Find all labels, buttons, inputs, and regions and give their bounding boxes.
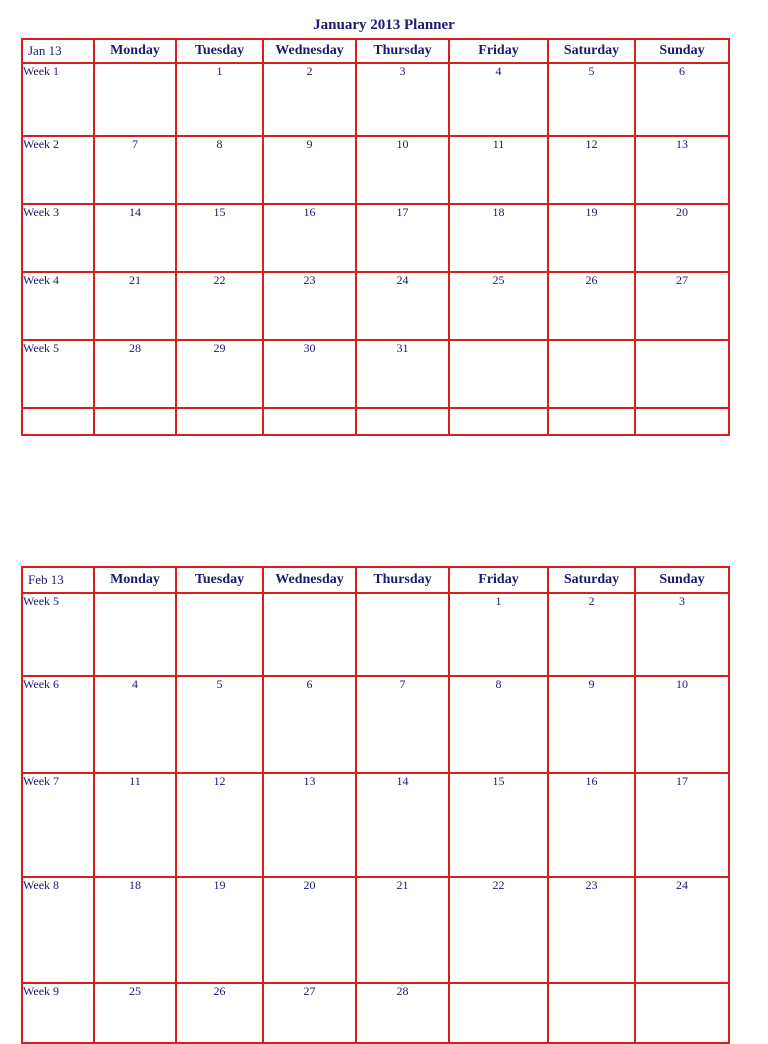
day-cell: 28	[356, 983, 449, 1043]
day-cell	[356, 593, 449, 676]
day-cell: 13	[635, 136, 729, 204]
day-header-friday: Friday	[449, 567, 548, 593]
week-label: Week 6	[22, 676, 94, 773]
day-cell	[635, 408, 729, 435]
day-cell: 26	[176, 983, 263, 1043]
day-cell	[176, 593, 263, 676]
day-cell: 22	[176, 272, 263, 340]
day-cell: 18	[449, 204, 548, 272]
day-cell: 4	[94, 676, 176, 773]
day-cell: 23	[263, 272, 356, 340]
day-cell	[94, 593, 176, 676]
week-label	[22, 408, 94, 435]
week-row	[22, 676, 729, 773]
month-label: Feb 13	[22, 567, 94, 593]
week-row	[22, 593, 729, 676]
week-label: Week 8	[22, 877, 94, 983]
day-cell: 3	[635, 593, 729, 676]
week-label: Week 9	[22, 983, 94, 1043]
week-label: Week 1	[22, 63, 94, 136]
day-cell: 9	[548, 676, 635, 773]
day-header-saturday: Saturday	[548, 567, 635, 593]
day-cell	[449, 408, 548, 435]
day-cell: 30	[263, 340, 356, 408]
day-header-monday: Monday	[94, 39, 176, 63]
week-label: Week 4	[22, 272, 94, 340]
day-cell: 25	[449, 272, 548, 340]
week-row	[22, 877, 729, 983]
day-header-tuesday: Tuesday	[176, 39, 263, 63]
day-cell: 1	[449, 593, 548, 676]
week-row	[22, 204, 729, 272]
week-row	[22, 408, 729, 435]
day-cell: 2	[548, 593, 635, 676]
day-cell: 26	[548, 272, 635, 340]
day-cell: 17	[635, 773, 729, 877]
day-header-tuesday: Tuesday	[176, 567, 263, 593]
day-cell: 13	[263, 773, 356, 877]
day-header-row	[22, 39, 729, 63]
january-calendar-table	[21, 38, 730, 436]
day-cell: 4	[449, 63, 548, 136]
day-cell: 9	[263, 136, 356, 204]
week-label: Week 5	[22, 593, 94, 676]
february-calendar-table	[21, 566, 730, 1044]
day-cell: 25	[94, 983, 176, 1043]
day-cell: 10	[635, 676, 729, 773]
week-row	[22, 983, 729, 1043]
week-row	[22, 340, 729, 408]
week-label: Week 5	[22, 340, 94, 408]
day-cell: 27	[263, 983, 356, 1043]
day-cell: 20	[263, 877, 356, 983]
week-row	[22, 272, 729, 340]
week-row	[22, 63, 729, 136]
day-cell	[94, 408, 176, 435]
day-cell: 15	[449, 773, 548, 877]
week-label: Week 7	[22, 773, 94, 877]
day-header-saturday: Saturday	[548, 39, 635, 63]
day-cell: 17	[356, 204, 449, 272]
day-cell	[356, 408, 449, 435]
day-cell: 3	[356, 63, 449, 136]
day-cell: 23	[548, 877, 635, 983]
month-label: Jan 13	[22, 39, 94, 63]
day-cell: 2	[263, 63, 356, 136]
day-header-wednesday: Wednesday	[263, 39, 356, 63]
day-cell: 14	[356, 773, 449, 877]
day-cell: 1	[176, 63, 263, 136]
day-cell: 22	[449, 877, 548, 983]
day-cell: 29	[176, 340, 263, 408]
day-cell: 21	[94, 272, 176, 340]
day-cell: 16	[548, 773, 635, 877]
day-cell: 12	[176, 773, 263, 877]
day-cell: 19	[176, 877, 263, 983]
day-cell: 24	[356, 272, 449, 340]
day-cell	[548, 408, 635, 435]
day-cell: 5	[548, 63, 635, 136]
week-label: Week 2	[22, 136, 94, 204]
day-cell: 11	[94, 773, 176, 877]
day-header-row	[22, 567, 729, 593]
day-cell: 6	[263, 676, 356, 773]
week-row	[22, 136, 729, 204]
day-cell: 16	[263, 204, 356, 272]
day-cell: 21	[356, 877, 449, 983]
day-cell: 27	[635, 272, 729, 340]
day-cell: 11	[449, 136, 548, 204]
day-header-sunday: Sunday	[635, 567, 729, 593]
day-cell	[263, 408, 356, 435]
week-label: Week 3	[22, 204, 94, 272]
day-cell	[449, 983, 548, 1043]
day-header-wednesday: Wednesday	[263, 567, 356, 593]
day-cell: 31	[356, 340, 449, 408]
day-cell: 5	[176, 676, 263, 773]
day-cell: 28	[94, 340, 176, 408]
day-header-monday: Monday	[94, 567, 176, 593]
day-cell: 24	[635, 877, 729, 983]
day-cell	[635, 340, 729, 408]
day-cell: 14	[94, 204, 176, 272]
day-header-sunday: Sunday	[635, 39, 729, 63]
day-cell: 6	[635, 63, 729, 136]
page-title: January 2013 Planner	[313, 17, 455, 33]
day-header-thursday: Thursday	[356, 567, 449, 593]
day-cell: 20	[635, 204, 729, 272]
day-cell	[449, 340, 548, 408]
day-cell: 10	[356, 136, 449, 204]
day-cell	[176, 408, 263, 435]
day-cell: 8	[176, 136, 263, 204]
day-cell: 15	[176, 204, 263, 272]
day-cell: 19	[548, 204, 635, 272]
day-cell	[548, 340, 635, 408]
day-cell	[94, 63, 176, 136]
week-row	[22, 773, 729, 877]
day-cell	[548, 983, 635, 1043]
day-cell: 12	[548, 136, 635, 204]
day-cell: 18	[94, 877, 176, 983]
day-cell	[635, 983, 729, 1043]
day-header-thursday: Thursday	[356, 39, 449, 63]
day-cell: 7	[94, 136, 176, 204]
day-cell	[263, 593, 356, 676]
day-cell: 7	[356, 676, 449, 773]
day-header-friday: Friday	[449, 39, 548, 63]
day-cell: 8	[449, 676, 548, 773]
